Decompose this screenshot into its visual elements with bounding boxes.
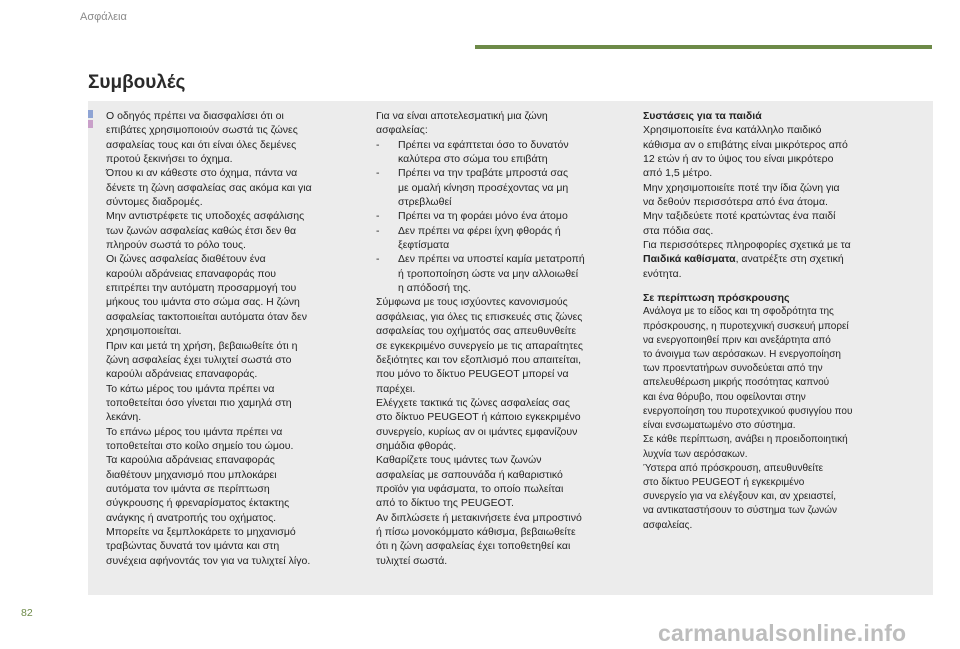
body-line: το άνοιγμα των αερόσακων. Η ενεργοποίηση [643, 349, 841, 361]
crash-heading: Σε περίπτωση πρόσκρουσης [643, 292, 790, 305]
list-item-line: ή τροποποίηση ώστε να μην αλλοιωθεί [398, 267, 579, 280]
body-line: ασφαλείας τακτοποιείται αυτόματα όταν δεν [106, 310, 307, 323]
body-line: Το κάτω μέρος του ιμάντα πρέπει να [106, 382, 275, 395]
body-line: Ελέγχετε τακτικά τις ζώνες ασφαλείας σας [376, 396, 570, 409]
body-line: Τα καρούλια αδράνειας επαναφοράς [106, 454, 275, 467]
list-item-line: Πρέπει να τη φοράει μόνο ένα άτομο [398, 210, 568, 223]
body-line: των ζωνών ασφαλείας καθώς έτσι δεν θα [106, 224, 297, 237]
list-item-line: η απόδοσή της. [398, 282, 471, 295]
list-item-text [398, 209, 632, 223]
body-line: τοποθετείται όσο γίνεται πιο χαμηλά στη [106, 396, 292, 409]
body-line: Χρησιμοποιείτε ένα κατάλληλο παιδικό [643, 124, 822, 137]
column-3 [643, 109, 923, 533]
list-item [376, 166, 632, 209]
body-line: Μην αντιστρέφετε τις υποδοχές ασφάλισης [106, 210, 305, 223]
body-line: αυτόματα τον ιμάντα σε περίπτωση [106, 482, 270, 495]
column-2-body [376, 295, 632, 568]
body-line: καρούλι αδράνειας επαναφοράς που [106, 267, 277, 280]
body-line: Καθαρίζετε τους ιμάντες των ζωνών [376, 454, 542, 467]
body-line: δεξιότητες και τον εξοπλισμό που απαιτείται, [376, 353, 582, 366]
body-line: ενεργοποίηση του πυροτεχνικού φυσιγγίου που [643, 405, 853, 417]
body-line: Μπορείτε να ξεμπλοκάρετε το μηχανισμό [106, 525, 296, 538]
content-panel [88, 101, 933, 595]
body-line: Ανάλογα με το είδος και τη σφοδρότητα της [643, 306, 834, 318]
body-line: λεκάνη. [106, 411, 142, 424]
column-2-intro [376, 109, 632, 138]
body-line: προτού ξεκινήσει το όχημα. [106, 153, 233, 166]
body-line: ότι η ζώνη ασφαλείας έχει τοποθετηθεί και [376, 540, 571, 553]
list-item-text [398, 166, 632, 209]
section-label: Ασφάλεια [80, 11, 127, 23]
reference-link-text: Παιδικά καθίσματα [643, 253, 736, 266]
body-line: κάθισμα αν ο επιβάτης είναι μικρότερος από [643, 138, 848, 151]
list-item-line: καλύτερα στο σώμα του επιβάτη [398, 153, 548, 166]
reference-text-post: , ανατρέξτε στη σχετική [735, 253, 844, 266]
list-item-line: Πρέπει να την τραβάτε μπροστά σας [398, 167, 569, 180]
children-reference-2 [643, 252, 923, 266]
body-line: ασφαλείας τους και ότι είναι όλες δεμένες [106, 138, 297, 151]
body-line: διαθέτουν μηχανισμό που μπλοκάρει [106, 468, 277, 481]
body-line: χρησιμοποιείται. [106, 325, 182, 338]
watermark: carmanualsonline.info [658, 620, 907, 646]
body-line: ζώνη ασφαλείας έχει τυλιχτεί σωστά στο [106, 353, 292, 366]
children-reference [643, 238, 923, 252]
column-1 [106, 109, 368, 568]
body-line: 12 ετών ή αν το ύψος του είναι μικρότερο [643, 153, 834, 166]
list-item-text [398, 224, 632, 253]
dash-bullet: - [376, 210, 380, 223]
body-line: λυχνία των αερόσακων. [643, 448, 748, 460]
body-line: Σύμφωνα με τους ισχύοντες κανονισμούς [376, 296, 568, 309]
body-line: από το δίκτυο της PEUGEOT. [376, 497, 514, 510]
body-line: ασφαλείας με σαπουνάδα ή καθαριστικό [376, 468, 563, 481]
body-line: Ύστερα από πρόσκρουση, απευθυνθείτε [643, 462, 824, 474]
children-reference-3: ενότητα. [643, 267, 682, 280]
list-item [376, 224, 632, 253]
body-line: και ένα θόρυβο, που οφείλονται στην [643, 391, 806, 403]
body-line: ασφάλειας, για όλες τις επισκευές στις ζώνες [376, 310, 583, 323]
body-line: πρόσκρουσης, η πυροτεχνική συσκευή μπορεί [643, 320, 849, 332]
body-line: Ο οδηγός πρέπει να διασφαλίσει ότι οι [106, 110, 284, 122]
body-line: Μην ταξιδεύετε ποτέ κρατώντας ένα παιδί [643, 210, 836, 223]
body-line: ασφαλείας. [643, 519, 693, 531]
body-line: Πριν και μετά τη χρήση, βεβαιωθείτε ότι η [106, 339, 298, 352]
list-item-line: στρεβλωθεί [398, 196, 452, 209]
body-line: απελευθέρωση μικρής ποσότητας καπνού [643, 377, 830, 389]
body-line: προϊόν για υφάσματα, το οποίο πωλείται [376, 482, 564, 495]
body-line: των προεντατήρων συνοδεύεται από την [643, 363, 823, 375]
list-item-text [398, 252, 632, 295]
children-body [643, 123, 923, 238]
body-line: πληρούν σωστά το ρόλο τους. [106, 239, 246, 252]
body-line: από 1,5 μέτρο. [643, 167, 713, 180]
body-line: Όπου κι αν κάθεστε στο όχημα, πάντα να [106, 167, 298, 180]
list-item [376, 209, 632, 223]
list-item [376, 252, 632, 295]
body-line: σύντομες διαδρομές. [106, 196, 203, 209]
body-line: ασφαλείας: [376, 124, 428, 137]
body-line: παρέχει. [376, 382, 416, 395]
body-line: Οι ζώνες ασφαλείας διαθέτουν ένα [106, 253, 266, 266]
list-item-line: Πρέπει να εφάπτεται όσο το δυνατόν [398, 138, 569, 151]
dash-bullet: - [376, 138, 380, 151]
body-line: είναι ενσωματωμένο στο σύστημα. [643, 420, 796, 432]
body-line: σημάδια φθοράς. [376, 439, 457, 452]
body-line: συνεργείο, κυρίως αν οι ιμάντες εμφανίζουν [376, 425, 578, 438]
body-line: στα πόδια σας. [643, 224, 714, 237]
page-number: 82 [21, 607, 33, 619]
body-line: δένετε τη ζώνη ασφαλείας σας ακόμα και για [106, 181, 312, 194]
body-line: καρούλι αδράνειας επαναφοράς. [106, 368, 258, 381]
body-line: να δεθούν περισσότερα από ένα άτομα. [643, 196, 828, 209]
body-line: ή πίσω μονοκόμματο κάθισμα, βεβαιωθείτε [376, 525, 576, 538]
children-heading: Συστάσεις για τα παιδιά [643, 110, 762, 122]
body-line: σε εγκεκριμένο συνεργείο με τις απαραίτητες [376, 339, 583, 352]
dash-bullet: - [376, 167, 380, 180]
body-line: ανάγκης ή ανατροπής του οχήματος. [106, 511, 277, 524]
list-item-line: ξεφτίσματα [398, 239, 450, 252]
body-line: τραβώντας δυνατά τον ιμάντα και στη [106, 540, 280, 553]
body-line: συνέχεια αφήνοντάς τον για να τυλιχτεί λίγο. [106, 554, 311, 567]
list-item-line: με ομαλή κίνηση προσέχοντας να μη [398, 181, 569, 194]
body-line: επιτρέπει την αυτόματη προσαρμογή του [106, 282, 297, 295]
requirements-list [376, 138, 632, 296]
crash-body [643, 305, 923, 532]
body-line: τοποθετείται στο κοίλο σημείο του ώμου. [106, 439, 294, 452]
page-title: Συμβουλές [88, 72, 186, 93]
body-line: μήκους του ιμάντα στο σώμα σας. Η ζώνη [106, 296, 300, 309]
dash-bullet: - [376, 253, 380, 266]
list-item-line: Δεν πρέπει να υποστεί καμία μετατροπή [398, 253, 585, 266]
column-2 [376, 109, 632, 568]
body-line: σύγκρουσης ή φρεναρίσματος έκτακτης [106, 497, 290, 510]
list-item-line: Δεν πρέπει να φέρει ίχνη φθοράς ή [398, 224, 561, 237]
dash-bullet: - [376, 224, 380, 237]
body-line: Αν διπλώσετε ή μετακινήσετε ένα μπροστινό [376, 511, 582, 524]
body-line: Σε κάθε περίπτωση, ανάβει η προειδοποιητική [643, 434, 848, 446]
body-line: στο δίκτυο PEUGEOT ή κάποιο εγκεκριμένο [376, 411, 581, 424]
body-line: στο δίκτυο PEUGEOT ή εγκεκριμένο [643, 476, 805, 488]
body-line: ασφαλείας του οχήματός σας απευθυνθείτε [376, 325, 577, 338]
list-item [376, 138, 632, 167]
reference-text: Για περισσότερες πληροφορίες σχετικά με τα [643, 239, 851, 252]
body-line: να ενεργοποιηθεί πριν και ανεξάρτητα από [643, 334, 831, 346]
body-line: που μόνο το δίκτυο PEUGEOT μπορεί να [376, 368, 569, 381]
body-line: Για να είναι αποτελεσματική μια ζώνη [376, 110, 548, 122]
list-item-text [398, 138, 632, 167]
body-line: Μην χρησιμοποιείτε ποτέ την ίδια ζώνη για [643, 181, 840, 194]
accent-marker-pink [88, 120, 93, 128]
header-rule [475, 45, 932, 49]
accent-marker-blue [88, 110, 93, 118]
body-line: να αντικαταστήσουν το σύστημα των ζωνών [643, 505, 837, 517]
body-line: συνεργείο για να ελέγξουν και, αν χρειαστεί, [643, 491, 837, 503]
body-line: Το επάνω μέρος του ιμάντα πρέπει να [106, 425, 283, 438]
body-line: επιβάτες χρησιμοποιούν σωστά τις ζώνες [106, 124, 298, 137]
body-line: τυλιχτεί σωστά. [376, 554, 448, 567]
